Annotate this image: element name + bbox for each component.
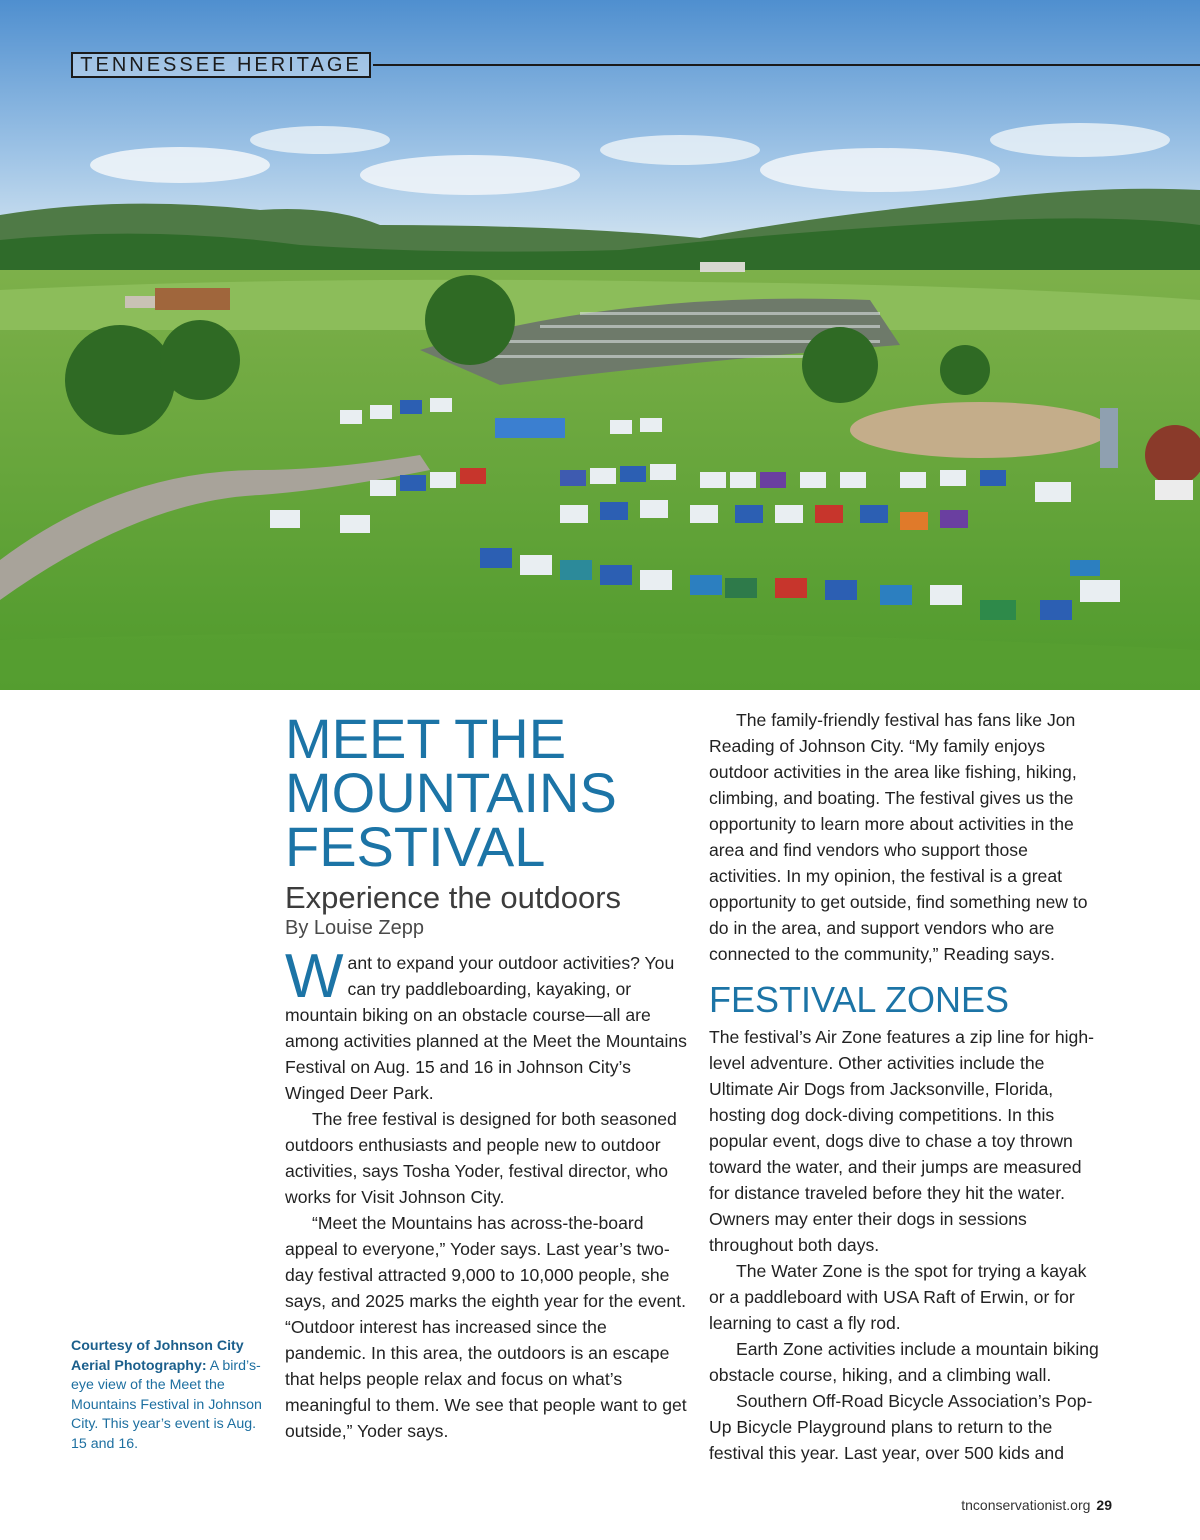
- body-paragraph: Southern Off-Road Bicycle Association’s Pop-Up Bicycle Playground plans to return to the festival this year. Last year, over 500 kids and: [709, 1391, 1093, 1463]
- body-paragraph: Want to expand your outdoor activities? You can try paddleboarding, kayaking, or mountain biking on an obstacle course—all are among activities planned at the Meet the Mountains Festival on Aug. 15 and 16 in Johnson City’s Winged Deer Park.: [285, 942, 687, 1103]
- article-column-right: [709, 707, 1101, 1466]
- body-paragraph: Earth Zone activities include a mountain biking obstacle course, hiking, and a climbing wall.: [709, 1339, 1099, 1385]
- article-subtitle: Experience the outdoors: [285, 880, 622, 915]
- site-url[interactable]: tnconservationist.org: [961, 1497, 1091, 1513]
- page-folio: [961, 1497, 1112, 1513]
- body-paragraph: The Water Zone is the spot for trying a kayak or a paddleboard with USA Raft of Erwin, or for learning to cast a fly rod.: [709, 1261, 1087, 1333]
- page-number: 29: [1096, 1497, 1112, 1513]
- body-paragraph: The festival’s Air Zone features a zip line for high-level adventure. Other activities include the Ultimate Air Dogs from Jacksonville, Florida, hosting dog dock-diving competitions. In this popular event, dogs dive to chase a toy thrown toward the water, and their jumps are measured for distance traveled before they hit the water. Owners may enter their dogs in sessions throughout both days.: [709, 1027, 1094, 1255]
- body-paragraph: “Meet the Mountains has across-the-board appeal to everyone,” Yoder says. Last year’s two-day festival attracted 9,000 to 10,000 people, she says, and 2025 marks the eighth year for the event. “Outdoor interest has increased since the pandemic. In this area, the outdoors is an escape that helps people relax and focus on what’s meaningful to them. We see that people want to get outside,” Yoder says.: [285, 1213, 687, 1441]
- caption-text: A bird’s-eye view of the Meet the Mountains Festival in Johnson City. This year’s event is Aug. 15 and 16.: [71, 1357, 262, 1452]
- section-tag: TENNESSEE HERITAGE: [71, 52, 371, 78]
- section-rule: [373, 64, 1200, 66]
- body-paragraph: The free festival is designed for both seasoned outdoors enthusiasts and people new to outdoor activities, says Tosha Yoder, festival director, who works for Visit Johnson City.: [285, 1109, 677, 1207]
- body-paragraph: The family-friendly festival has fans like Jon Reading of Johnson City. “My family enjoys outdoor activities in the area like fishing, hiking, climbing, and boating. The festival gives us the opportunity to learn more about activities in the area and find vendors who support those activities. In my opinion, the festival is a great opportunity to get outside, find something new to do in the area, and support vendors who are connected to the community,” Reading says.: [709, 710, 1088, 964]
- title-line: MOUNTAINS: [285, 761, 617, 824]
- byline: By Louise Zepp: [285, 917, 424, 939]
- hero-photo: [0, 0, 1200, 690]
- photo-credit: Courtesy of Johnson City Aerial Photography:: [71, 1338, 244, 1374]
- title-line: FESTIVAL: [285, 815, 546, 878]
- photo-caption: [71, 1337, 271, 1454]
- article-title: [285, 707, 687, 878]
- aerial-festival-photo: [0, 0, 1200, 690]
- title-line: MEET THE: [285, 707, 567, 770]
- section-heading: FESTIVAL ZONES: [709, 979, 1010, 1020]
- article-column-left: [285, 707, 687, 1444]
